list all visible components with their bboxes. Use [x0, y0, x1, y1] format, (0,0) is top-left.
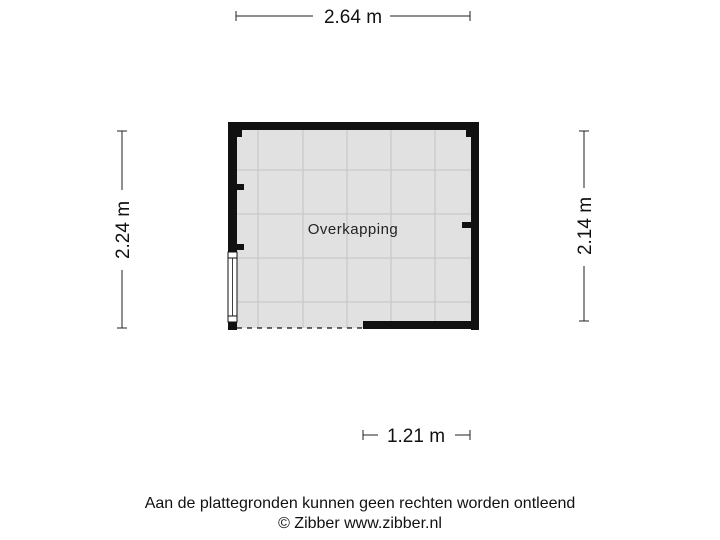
post-stub-left-1: [237, 184, 244, 190]
post-stub-right: [462, 222, 471, 228]
room-label: Overkapping: [307, 221, 399, 238]
wall-bottom: [363, 321, 479, 329]
dimension-top-label: 2.64 m: [323, 7, 383, 28]
wall-top: [228, 122, 479, 130]
dimension-right-label: 2.14 m: [575, 196, 596, 256]
copyright-text: © Zibber www.zibber.nl: [278, 515, 442, 532]
dimension-bottom-label: 1.21 m: [386, 426, 446, 447]
side-window: [228, 252, 237, 330]
wall-right: [471, 122, 479, 330]
dimension-left-label: 2.24 m: [113, 200, 134, 260]
corner-notch-right: [466, 130, 471, 137]
post-stub-left-2: [237, 244, 244, 250]
disclaimer-text: Aan de plattegronden kunnen geen rechten worden ontleend: [144, 495, 576, 512]
wall-left: [228, 122, 237, 252]
corner-notch-left: [237, 130, 242, 137]
